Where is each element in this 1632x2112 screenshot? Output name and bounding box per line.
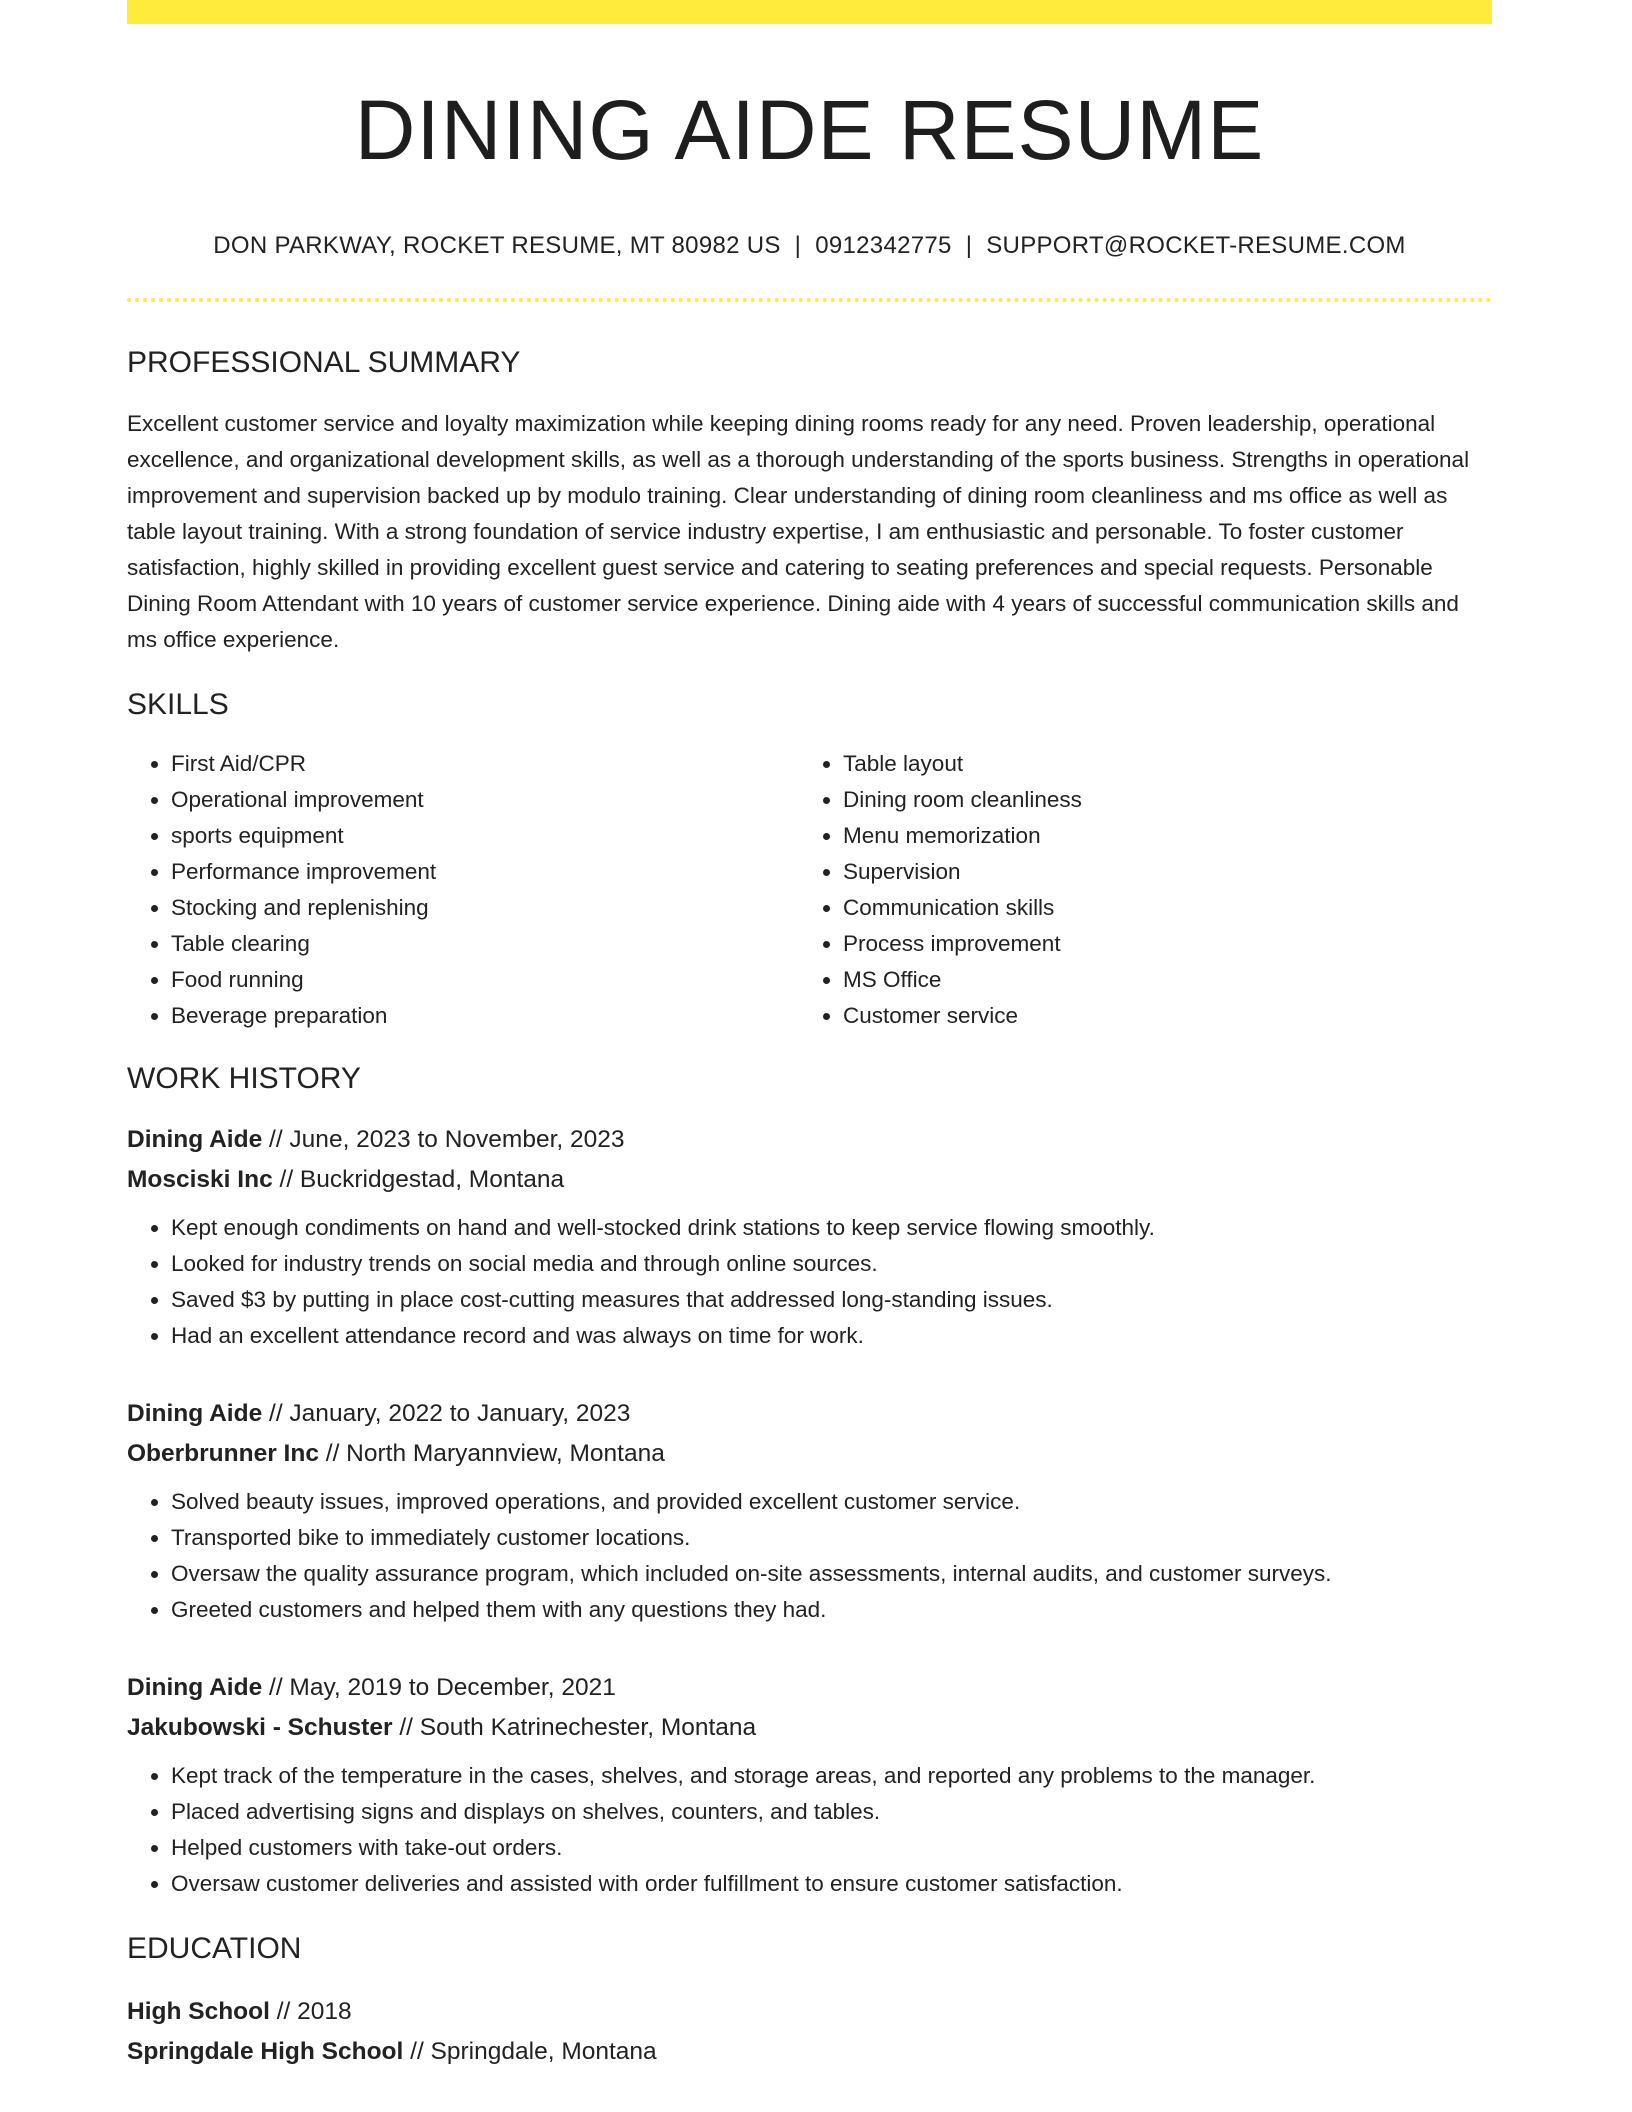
job-bullet: • Kept enough condiments on hand and well-stocked drink stations to keep service flowing smoothly. xyxy=(171,1210,1492,1246)
skills-column-right xyxy=(799,746,1471,1034)
job-entry xyxy=(127,1394,1492,1628)
skill-item: • sports equipment xyxy=(171,818,799,854)
job-bullets xyxy=(127,1210,1492,1354)
skill-item: • First Aid/CPR xyxy=(171,746,799,782)
skill-item: • Dining room cleanliness xyxy=(843,782,1471,818)
skill-item: • Customer service xyxy=(843,998,1471,1034)
job-dates: // January, 2022 to January, 2023 xyxy=(269,1400,631,1428)
job-bullets xyxy=(127,1484,1492,1628)
job-entry xyxy=(127,1120,1492,1354)
skill-item: • Table layout xyxy=(843,746,1471,782)
skill-item: • Communication skills xyxy=(843,890,1471,926)
accent-bar xyxy=(127,0,1492,24)
education-year: // 2018 xyxy=(276,1998,352,2026)
resume-page xyxy=(127,0,1492,2072)
job-role-line xyxy=(127,1120,1492,1160)
job-bullet: • Looked for industry trends on social media and through online sources. xyxy=(171,1246,1492,1282)
skill-item: • Process improvement xyxy=(843,926,1471,962)
contact-line xyxy=(127,232,1492,260)
education-degree: High School xyxy=(127,1998,270,2026)
skill-item: • Food running xyxy=(171,962,799,998)
job-entry xyxy=(127,1668,1492,1902)
job-role-line xyxy=(127,1394,1492,1434)
job-role-line xyxy=(127,1668,1492,1708)
job-bullet: • Greeted customers and helped them with any questions they had. xyxy=(171,1592,1492,1628)
job-company: Jakubowski - Schuster xyxy=(127,1714,393,1742)
job-bullet: • Transported bike to immediately customer locations. xyxy=(171,1520,1492,1556)
job-bullet: • Kept track of the temperature in the cases, shelves, and storage areas, and reported any problems to the manager. xyxy=(171,1758,1492,1794)
education-location: // Springdale, Montana xyxy=(410,2038,657,2066)
skills-column-left xyxy=(127,746,799,1034)
skill-item: • MS Office xyxy=(843,962,1471,998)
job-role: Dining Aide xyxy=(127,1400,263,1428)
job-bullet: • Oversaw the quality assurance program, which included on-site assessments, internal audits, and customer surveys. xyxy=(171,1556,1492,1592)
job-role: Dining Aide xyxy=(127,1674,263,1702)
job-bullet: • Had an excellent attendance record and was always on time for work. xyxy=(171,1318,1492,1354)
summary-heading: PROFESSIONAL SUMMARY xyxy=(127,346,521,380)
job-company: Oberbrunner Inc xyxy=(127,1440,319,1468)
job-bullet: • Oversaw customer deliveries and assisted with order fulfillment to ensure customer satisfaction. xyxy=(171,1866,1492,1902)
education-school: Springdale High School xyxy=(127,2038,404,2066)
summary-text: Excellent customer service and loyalty maximization while keeping dining rooms ready for any need. Proven leadership, operational excellence, and organizational development skills, as well as a thorough understanding of the sports business. Strengths in operational improvement and supervision backed up by modulo training. Clear understanding of dining room cleanliness and ms office as well as table layout training. With a strong foundation of service industry expertise, I am enthusiastic and personable. To foster customer satisfaction, highly skilled in providing excellent guest service and catering to seating preferences and special requests. Personable Dining Room Attendant with 10 years of customer service experience. Dining aide with 4 years of successful communication skills and ms office experience. xyxy=(127,411,1470,653)
job-role: Dining Aide xyxy=(127,1126,263,1154)
skills-heading: SKILLS xyxy=(127,688,229,722)
skill-item: • Beverage preparation xyxy=(171,998,799,1034)
job-bullets xyxy=(127,1758,1492,1902)
skill-item: • Stocking and replenishing xyxy=(171,890,799,926)
job-location: // Buckridgestad, Montana xyxy=(279,1166,565,1194)
dotted-divider xyxy=(127,298,1492,302)
job-location: // South Katrinechester, Montana xyxy=(399,1714,757,1742)
skill-item: • Operational improvement xyxy=(171,782,799,818)
job-company-line xyxy=(127,1160,1492,1200)
job-bullet: • Helped customers with take-out orders. xyxy=(171,1830,1492,1866)
job-bullet: • Saved $3 by putting in place cost-cutting measures that addressed long-standing issues. xyxy=(171,1282,1492,1318)
job-bullet: • Solved beauty issues, improved operations, and provided excellent customer service. xyxy=(171,1484,1492,1520)
skills-list xyxy=(127,746,1492,1034)
job-dates: // May, 2019 to December, 2021 xyxy=(269,1674,616,1702)
work-history-heading: WORK HISTORY xyxy=(127,1062,361,1096)
contact-email: SUPPORT@ROCKET-RESUME.COM xyxy=(986,232,1406,260)
education-school-line xyxy=(127,2032,1492,2072)
resume-title: DINING AIDE RESUME xyxy=(354,83,1265,177)
education-degree-line xyxy=(127,1992,1492,2032)
contact-separator: | xyxy=(965,232,973,260)
job-bullet: • Placed advertising signs and displays on shelves, counters, and tables. xyxy=(171,1794,1492,1830)
skill-item: • Menu memorization xyxy=(843,818,1471,854)
job-company-line xyxy=(127,1708,1492,1748)
contact-phone: 0912342775 xyxy=(815,232,952,260)
job-company-line xyxy=(127,1434,1492,1474)
job-dates: // June, 2023 to November, 2023 xyxy=(269,1126,625,1154)
job-location: // North Maryannview, Montana xyxy=(325,1440,665,1468)
education-entry xyxy=(127,1992,1492,2072)
job-company: Mosciski Inc xyxy=(127,1166,273,1194)
skill-item: • Table clearing xyxy=(171,926,799,962)
education-heading: EDUCATION xyxy=(127,1932,302,1966)
skill-item: • Performance improvement xyxy=(171,854,799,890)
contact-address: DON PARKWAY, ROCKET RESUME, MT 80982 US xyxy=(213,232,781,260)
skill-item: • Supervision xyxy=(843,854,1471,890)
contact-separator: | xyxy=(794,232,802,260)
